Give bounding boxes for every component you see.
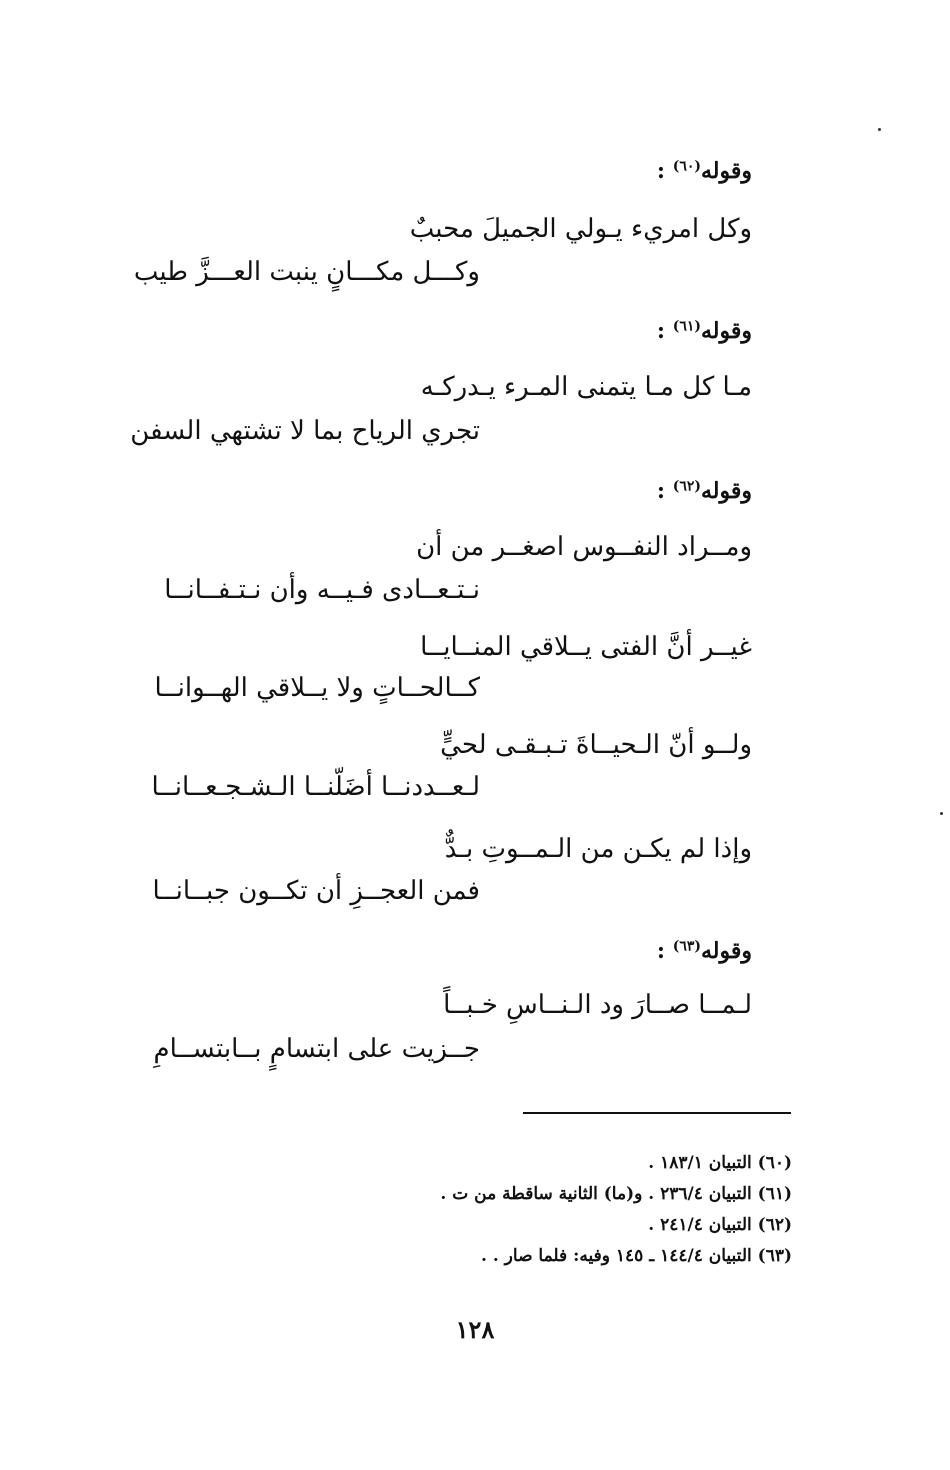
verse-line: جــزيت على ابتسامٍ بــابتســامِ [153,1034,480,1064]
footnote-item: (٦٠) التبيان ١٨٣/١ . [648,1153,792,1173]
footnote-ref: (٦٠) [672,158,701,175]
section-heading-63 [657,938,752,964]
heading-word: وقوله [700,938,752,964]
footnote-item: (٦٢) التبيان ٢٤١/٤ . [648,1215,792,1235]
verse-line: لـعــددنــا أضَلّنــا الـشـجـعــانــا [151,772,480,802]
verse-line: وإذا لم يكـن من الـمــوتِ بـدٌّ [444,834,752,864]
verse-line: فمن العجــزِ أن تكــون جبــانــا [152,876,480,906]
page-number: ١٢٨ [455,1315,495,1344]
heading-colon: : [656,158,666,184]
verse-line: ومــراد النفــوس اصغــر من أن [416,532,752,562]
footnote-separator [523,1112,791,1114]
footnote-ref: (٦٣) [672,938,701,955]
verse-line: ولــو أنّ الـحيــاةَ تـبـقـى لحيٍّ [440,730,752,760]
verse-line: غيــر أنَّ الفتى يــلاقي المنــايــا [420,632,752,662]
verse-line: وكـــل مكـــانٍ ينبت العـــزَّ طيب [133,257,480,287]
heading-colon: : [656,478,666,504]
verse-line: وكل امريء يـولي الجميلَ محببٌ [409,214,752,244]
scan-speck [940,812,943,815]
verse-line: كــالحــاتٍ ولا يــلاقي الهــوانــا [154,673,480,703]
heading-word: وقوله [700,478,752,504]
verse-line: تجري الرياح بما لا تشتهي السفن [130,416,480,446]
section-heading-60 [657,158,752,184]
footnote-item: (٦١) التبيان ٢٣٦/٤ . و(ما) الثانية ساقطة من ت . [440,1184,792,1204]
section-heading-61 [657,318,752,344]
scan-speck [878,128,881,131]
verse-line: مـا كل مـا يتمنى المـرء يـدركـه [420,372,752,402]
footnote-ref: (٦١) [672,318,701,335]
heading-word: وقوله [700,158,752,184]
heading-word: وقوله [700,318,752,344]
footnote-item: (٦٣) التبيان ١٤٤/٤ ـ ١٤٥ وفيه: فلما صار . . [481,1246,792,1266]
heading-colon: : [656,318,666,344]
heading-colon: : [656,938,666,964]
verse-line: لـمــا صــارَ ود الـنــاسِ خـبــاً [443,990,752,1020]
verse-line: نـتـعــادى فـيــه وأن نـتـفــانــا [164,575,480,605]
footnote-ref: (٦٢) [672,478,701,495]
section-heading-62 [657,478,752,504]
